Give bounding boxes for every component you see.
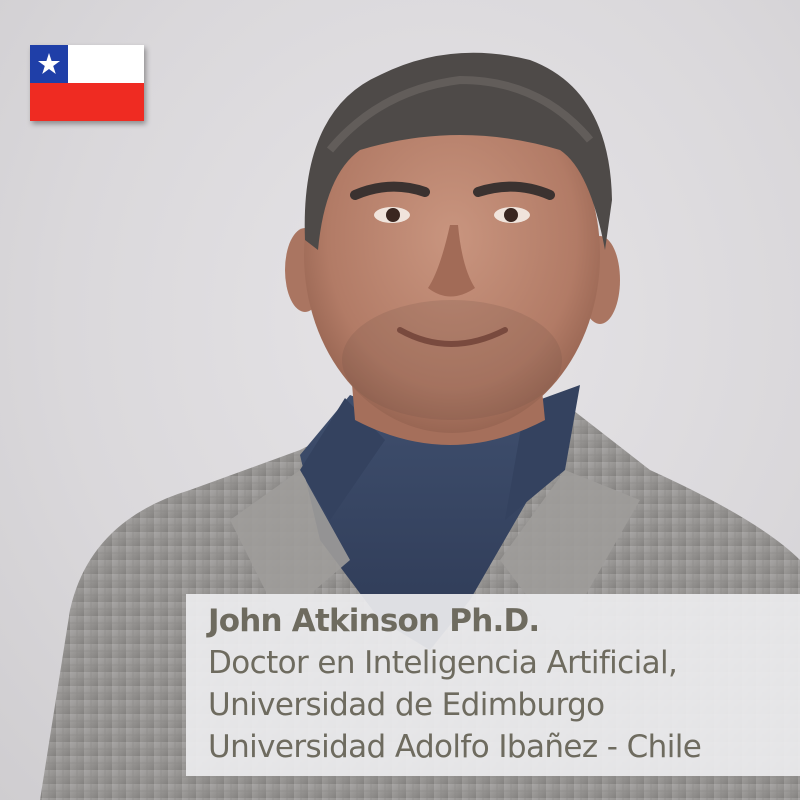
chile-flag-icon [30,45,144,121]
degree-text: Doctor en Inteligencia Artificial, [208,645,678,681]
affiliation-text: Universidad Adolfo Ibañez - Chile [208,729,702,765]
caption-box [186,594,800,776]
university-text: Universidad de Edimburgo [208,687,605,723]
person-name: John Atkinson Ph.D. [208,603,540,639]
